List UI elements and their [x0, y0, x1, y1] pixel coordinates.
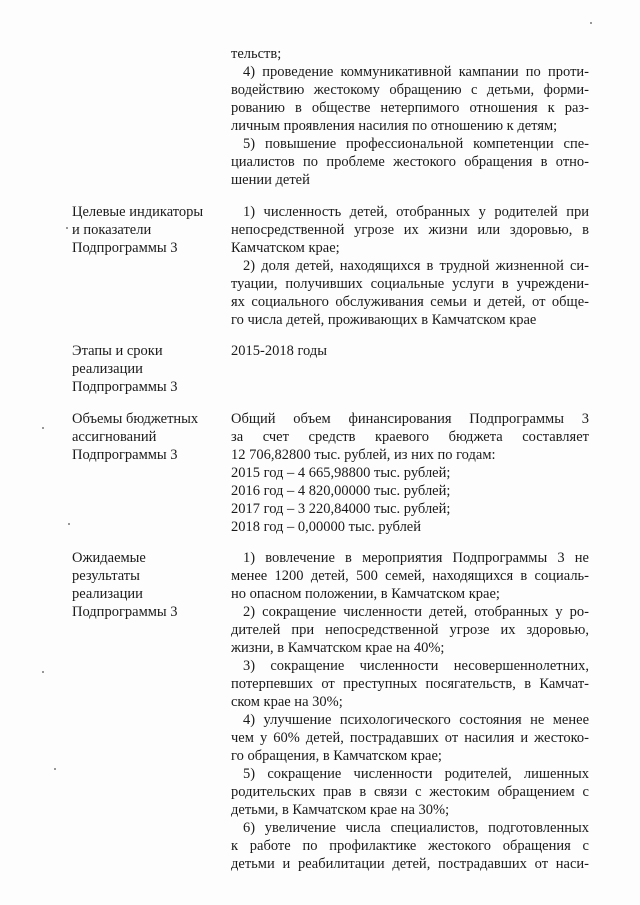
field-value-target-indicators	[231, 203, 589, 329]
paragraph	[231, 45, 589, 189]
paragraph	[231, 203, 589, 329]
paragraph	[231, 549, 589, 873]
text-line: к работе по профилактике жестокого обращения с	[231, 838, 589, 854]
text-line: детьми, в Камчатском крае на 30%;	[231, 802, 450, 818]
text-line: 2017 год – 3 220,84000 тыс. рублей;	[231, 501, 451, 517]
text-line: жизни, в Камчатском крае на 40%;	[231, 640, 445, 656]
text-line: 1) вовлечение в мероприятия Подпрограммы 3 не	[243, 550, 589, 566]
text-line: водействию жестокому обращению с детьми, форми-	[231, 82, 589, 98]
text-line: ях социального обслуживания семьи и детей, от обще-	[231, 294, 589, 310]
text-line: рованию в обществе нетерпимого отношения к раз-	[231, 100, 589, 116]
text-line: родительских прав в связи с жестоким обращением с	[231, 784, 589, 800]
text-line: 6) увеличение числа специалистов, подготовленных	[243, 820, 589, 836]
text-line: го обращения, в Камчатском крае;	[231, 748, 442, 764]
text-line: 2) доля детей, находящихся в трудной жизненной си-	[243, 258, 589, 274]
text-line: 2018 год – 0,00000 тыс. рублей	[231, 519, 422, 535]
field-label-stages-terms: Этапы и сроки реализации Подпрограммы 3	[72, 343, 178, 395]
text-line: личным проявления насилия по отношению к детям;	[231, 118, 558, 134]
text-line: 4) проведение коммуникативной кампании по проти-	[243, 64, 589, 80]
text-line: Общий объем финансирования Подпрограммы 3	[231, 411, 589, 427]
scan-speck	[42, 427, 44, 429]
text-line: туации, получивших социальные услуги в учреждени-	[231, 276, 589, 292]
text-line: непосредственной угрозе их жизни или здоровью, в	[231, 222, 589, 238]
text-line: шении детей	[231, 172, 310, 188]
text-line: дителей при непосредственной угрозе их здоровью,	[231, 622, 589, 638]
text-line: но опасном положении, в Камчатском крае;	[231, 586, 500, 602]
text-line: 2015 год – 4 665,98800 тыс. рублей;	[231, 465, 451, 481]
scan-speck	[590, 22, 592, 24]
text-line: 12 706,82800 тыс. рублей, из них по годам:	[231, 447, 496, 463]
text-line: 1) численность детей, отобранных у родителей при	[243, 204, 589, 220]
field-label-target-indicators: Целевые индикаторы и показатели Подпрограммы 3	[72, 204, 204, 256]
field-label-budget-volumes: Объемы бюджетных ассигнований Подпрограммы 3	[72, 411, 199, 463]
text-line: 2016 год – 4 820,00000 тыс. рублей;	[231, 483, 451, 499]
continuation-text	[231, 45, 589, 189]
scan-speck	[68, 523, 70, 525]
field-label-expected-results: Ожидаемые результаты реализации Подпрограммы 3	[72, 550, 178, 620]
text-line: циалистов по проблеме жестокого обращения в отно-	[231, 154, 589, 170]
text-line: за счет средств краевого бюджета составляет	[231, 429, 589, 445]
text-line: го числа детей, проживающих в Камчатском крае	[231, 312, 537, 328]
text-line: Камчатском крае;	[231, 240, 340, 256]
text-line: менее 1200 детей, 500 семей, находящихся в социаль-	[231, 568, 589, 584]
text-line: детьми и реабилитации детей, пострадавших от наси-	[231, 856, 589, 872]
scan-speck	[54, 768, 56, 770]
text-line: 4) улучшение психологического состояния не менее	[243, 712, 589, 728]
text-line: 2015-2018 годы	[231, 343, 327, 359]
text-line: 5) сокращение численности родителей, лишенных	[243, 766, 589, 782]
paragraph	[231, 342, 589, 360]
field-value-stages-terms	[231, 342, 589, 360]
text-line: ском крае на 30%;	[231, 694, 343, 710]
field-value-budget-volumes	[231, 410, 589, 536]
text-line: 2) сокращение численности детей, отобранных у ро-	[243, 604, 589, 620]
field-value-expected-results	[231, 549, 589, 873]
text-line: 5) повышение профессиональной компетенции спе-	[243, 136, 589, 152]
paragraph	[231, 410, 589, 536]
scan-speck	[42, 671, 44, 673]
text-line: чем у 60% детей, пострадавших от насилия и жестоко-	[231, 730, 589, 746]
text-line: потерпевших от преступных посягательств, в Камчат-	[231, 676, 589, 692]
text-line: тельств;	[231, 46, 282, 62]
text-line: 3) сокращение численности несовершеннолетних,	[243, 658, 589, 674]
scan-speck	[66, 227, 68, 229]
